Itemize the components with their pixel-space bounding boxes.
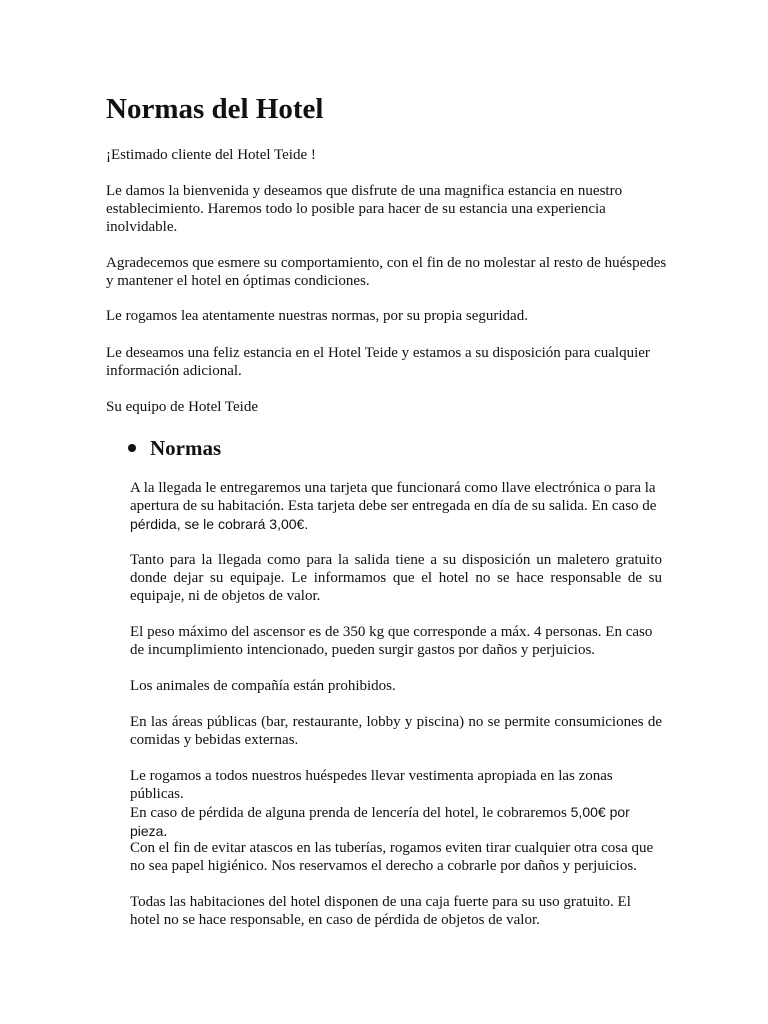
welcome-paragraph: Le damos la bienvenida y deseamos que disfrute de una magnifica estancia en nuestro establecimiento. Haremos todo lo posible para hacer de su estancia una experiencia inolvidable.: [106, 183, 623, 235]
read-rules-paragraph: Le rogamos lea atentamente nuestras normas, por su propia seguridad.: [106, 308, 528, 324]
rule-linen-end: .: [163, 824, 168, 840]
rule-dress: Le rogamos a todos nuestros huéspedes llevar vestimenta apropiada en las zonas públicas.: [130, 768, 613, 802]
section-title: Normas: [150, 436, 222, 460]
rule-food: En las áreas públicas (bar, restaurante, lobby y piscina) no se permite consumiciones de comidas y bebidas externas.: [130, 714, 662, 748]
rule-safe: Todas las habitaciones del hotel disponen de una caja fuerte para su uso gratuito. El hotel no se hace responsable, en caso de pérdida de objetos de valor.: [130, 894, 631, 928]
rule-key-card-fee: pérdida, se le cobrará 3,00€.: [130, 516, 309, 532]
rule-pipes: Con el fin de evitar atascos en las tuberías, rogamos eviten tirar cualquier otra cosa que no sea papel higiénico. Nos reservamos el derecho a cobrarle por daños y perjuicios.: [130, 840, 654, 874]
rule-elevator: El peso máximo del ascensor es de 350 kg que corresponde a máx. 4 personas. En caso de incumplimiento intencionado, pueden surgir gastos por daños y perjuicios.: [130, 624, 653, 658]
rule-linen-text: En caso de pérdida de alguna prenda de lencería del hotel, le cobraremos: [130, 805, 571, 821]
behavior-paragraph: Agradecemos que esmere su comportamiento, con el fin de no molestar al resto de huéspedes y mantener el hotel en óptimas condiciones.: [106, 255, 667, 289]
happy-stay-paragraph: Le deseamos una feliz estancia en el Hotel Teide y estamos a su disposición para cualquier información adicional.: [106, 345, 650, 379]
bullet-icon: [128, 444, 136, 452]
section-heading-normas: [128, 433, 221, 463]
rule-luggage: Tanto para la llegada como para la salida tiene a su disposición un maletero gratuito donde dejar su equipaje. Le informamos que el hotel no se hace responsable de su equipaje, ni de objetos de valor.: [130, 552, 662, 604]
rule-key-card: [130, 479, 662, 534]
signature-text: Su equipo de Hotel Teide: [106, 399, 258, 415]
rule-linen: [130, 803, 662, 841]
greeting-text: ¡Estimado cliente del Hotel Teide !: [106, 147, 316, 163]
rule-key-card-text: A la llegada le entregaremos una tarjeta que funcionará como llave electrónica o para la apertura de su habitación. Esta tarjeta debe ser entregada en día de su salida. En caso de: [130, 480, 657, 514]
page-title: Normas del Hotel: [106, 93, 324, 125]
rule-linen-fee: 5,00€ por pieza: [130, 804, 630, 839]
rule-pets: Los animales de compañía están prohibidos.: [130, 678, 396, 694]
